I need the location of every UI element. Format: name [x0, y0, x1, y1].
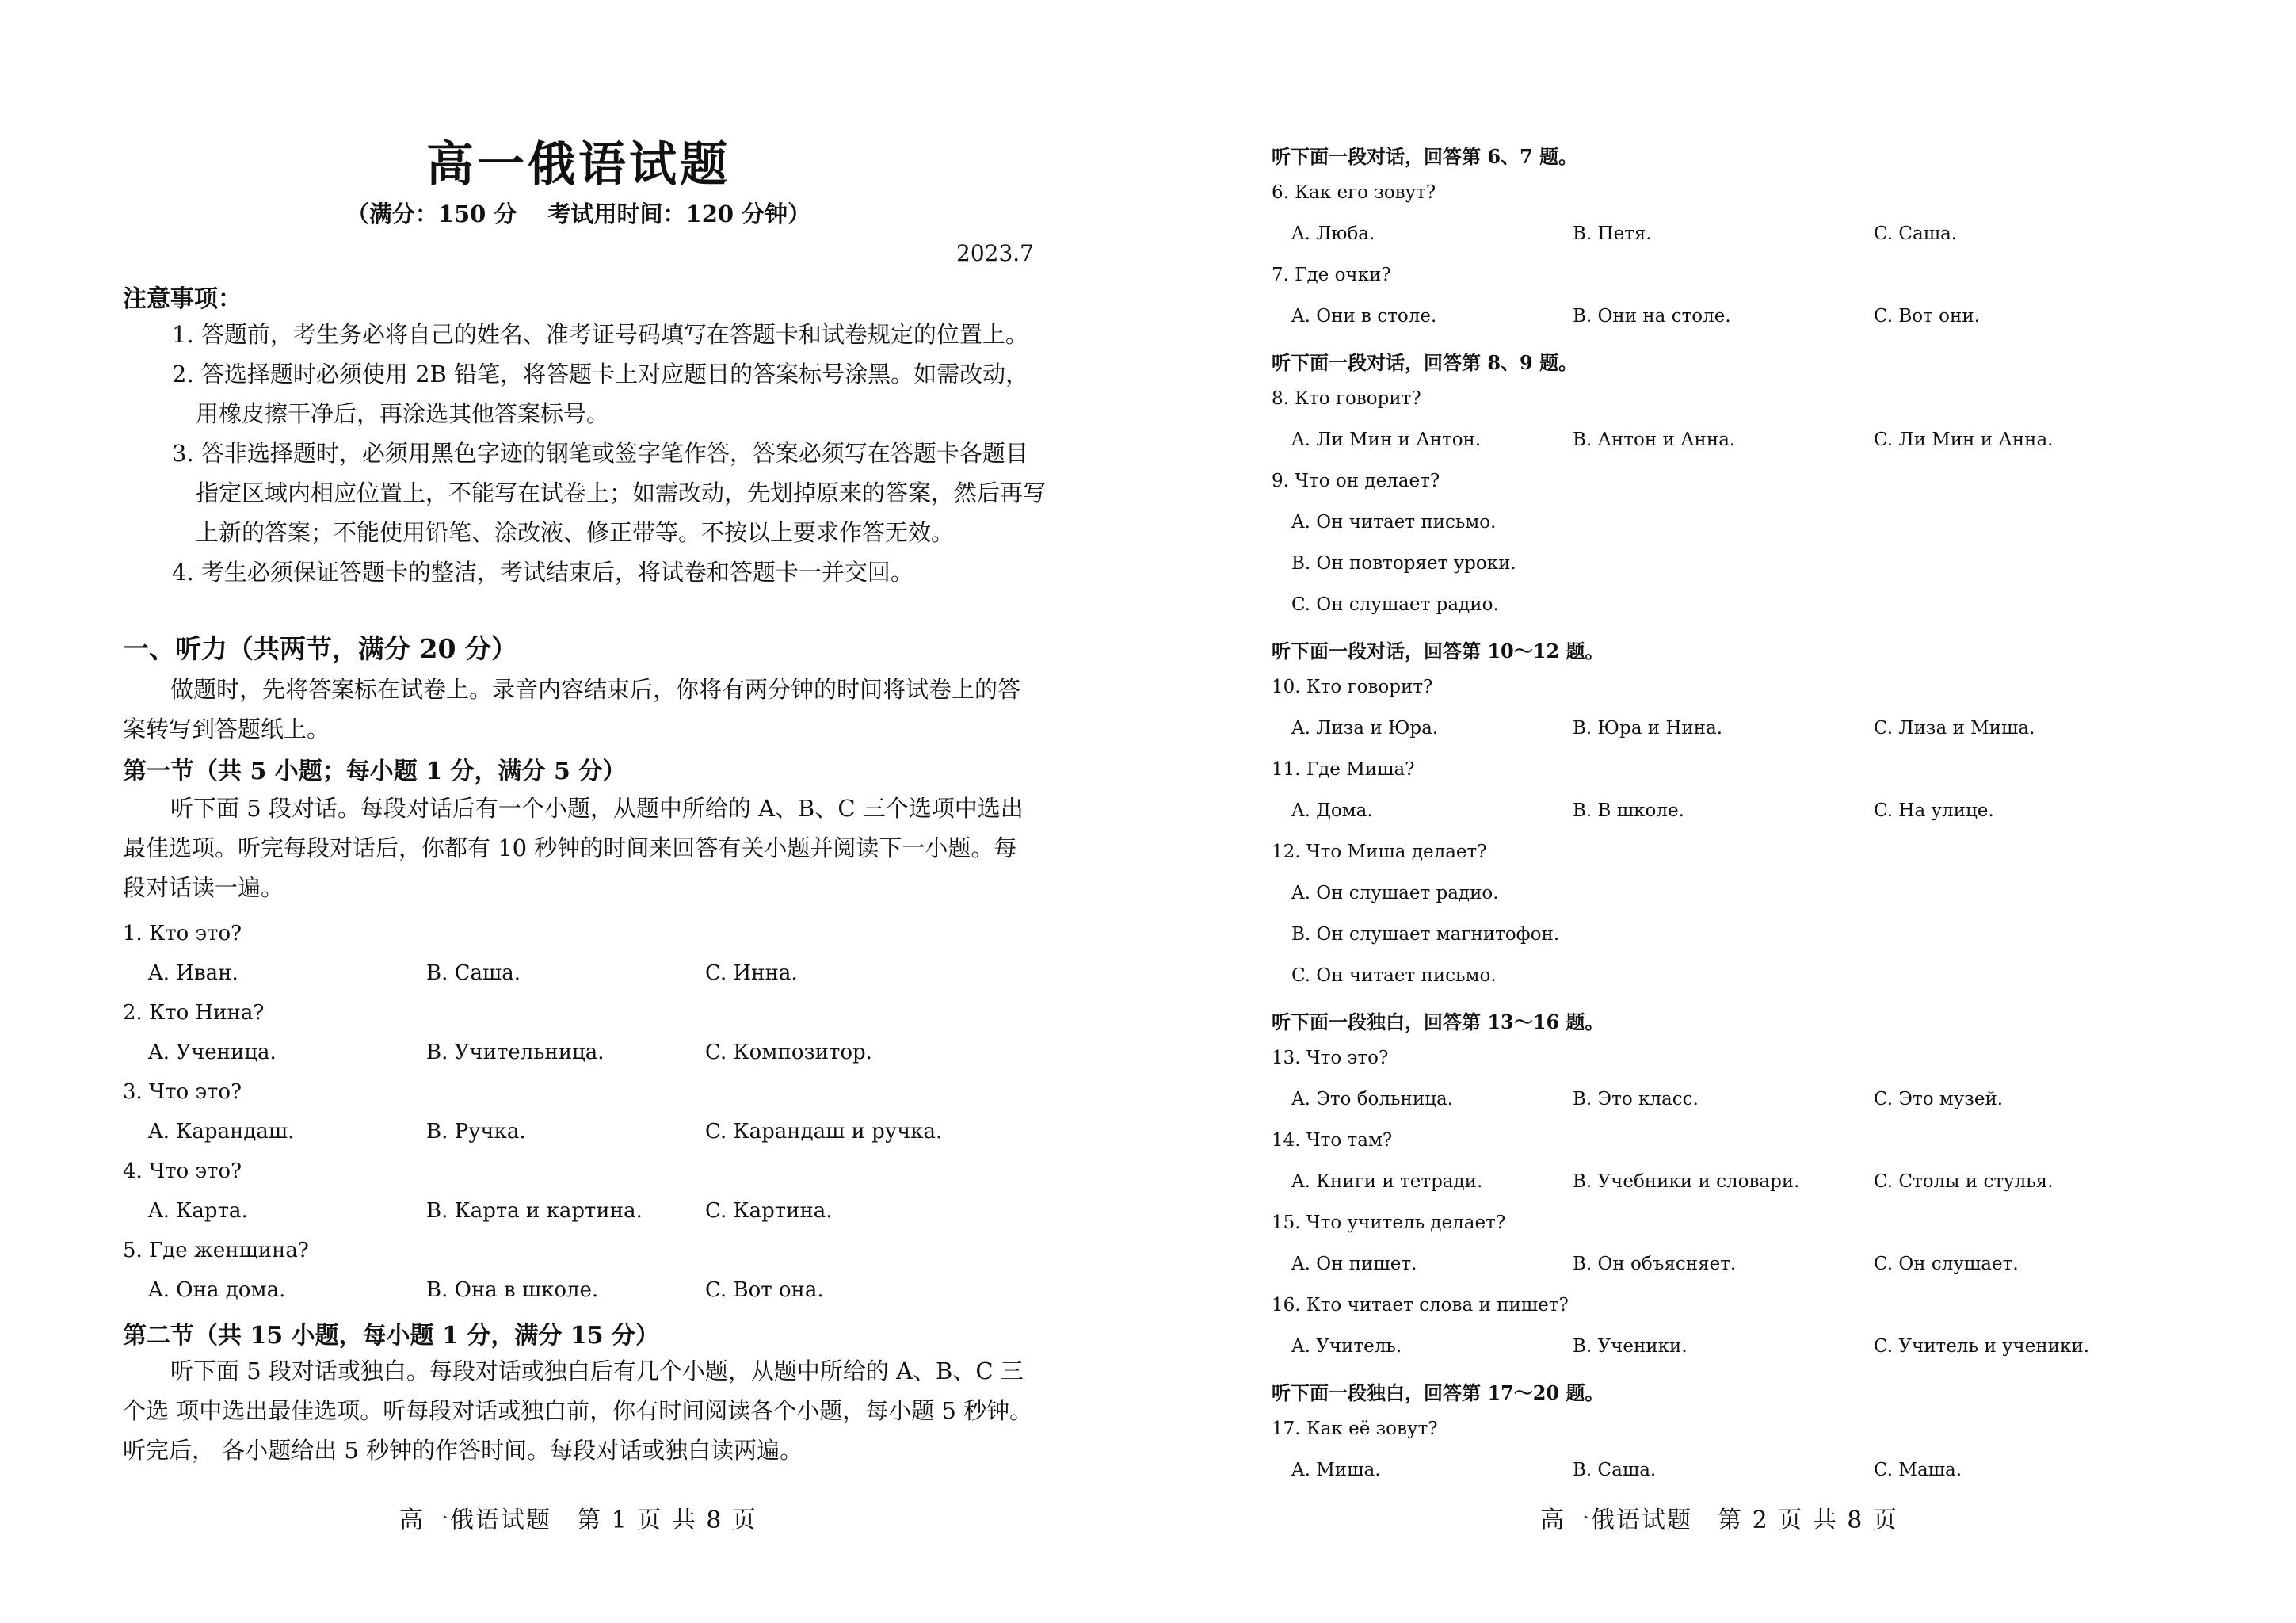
part1-instruction: 最佳选项。听完每段对话后，你都有 10 秒钟的时间来回答有关小题并阅读下一小题。每 — [123, 834, 1017, 861]
page-2 — [1272, 0, 2167, 1623]
page-footer: 高一俄语试题 第 2 页 共 8 页 — [1540, 1507, 1898, 1534]
option-a: A. Она дома. — [148, 1278, 286, 1302]
option-c: C. Столы и стулья. — [1874, 1171, 2054, 1192]
option-a: A. Дома. — [1291, 800, 1373, 821]
page-footer: 高一俄语试题 第 1 页 共 8 页 — [399, 1507, 757, 1534]
part1-instruction: 段对话读一遍。 — [123, 874, 284, 901]
option-c: C. Вот они. — [1874, 306, 1981, 327]
option-c: C. Саша. — [1874, 223, 1958, 244]
option-b: B. Он повторяет уроки. — [1291, 553, 1516, 574]
notice-item: 4. 考生必须保证答题卡的整洁，考试结束后，将试卷和答题卡一并交回。 — [172, 559, 913, 586]
question-stem: 10. Кто говорит? — [1272, 677, 1433, 697]
listening-group-heading: 听下面一段对话，回答第 8、9 题。 — [1272, 351, 1578, 374]
notice-heading: 注意事项： — [123, 285, 242, 313]
option-c: C. Лиза и Миша. — [1874, 718, 2035, 739]
part2-title: 第二节（共 15 小题，每小题 1 分，满分 15 分） — [123, 1322, 660, 1350]
option-b: B. В школе. — [1573, 800, 1684, 821]
option-b: B. Он слушает магнитофон. — [1291, 924, 1560, 945]
option-b: B. Саша. — [426, 961, 521, 985]
option-c: C. Картина. — [705, 1199, 833, 1223]
option-a: A. Он слушает радио. — [1291, 883, 1499, 903]
listening-group-heading: 听下面一段对话，回答第 6、7 题。 — [1272, 145, 1578, 168]
question-stem: 13. Что это? — [1272, 1048, 1389, 1068]
notice-item: 上新的答案；不能使用铅笔、涂改液、修正带等。不按以上要求作答无效。 — [196, 519, 955, 546]
option-a: A. Книги и тетради. — [1291, 1171, 1483, 1192]
part2-instruction: 个选 项中选出最佳选项。听每段对话或独白前，你有时间阅读各个小题，每小题 5 秒钟。 — [123, 1397, 1033, 1424]
question-stem: 4. Что это? — [123, 1159, 242, 1183]
option-a: A. Лиза и Юра. — [1291, 718, 1439, 739]
question-stem: 17. Как её зовут? — [1272, 1419, 1438, 1439]
question-stem: 8. Кто говорит? — [1272, 388, 1421, 409]
exam-date: 2023.7 — [956, 240, 1034, 266]
option-a: A. Учитель. — [1291, 1336, 1402, 1357]
question-stem: 3. Что это? — [123, 1080, 242, 1104]
question-stem: 15. Что учитель делает? — [1272, 1212, 1506, 1233]
notice-item: 指定区域内相应位置上，不能写在试卷上；如需改动，先划掉原来的答案，然后再写 — [196, 479, 1047, 506]
option-a: A. Ли Мин и Антон. — [1291, 430, 1482, 450]
option-c: C. Маша. — [1874, 1460, 1962, 1480]
option-b: B. Юра и Нина. — [1573, 718, 1723, 739]
option-a: A. Карандаш. — [148, 1120, 295, 1144]
section-intro: 案转写到答题纸上。 — [123, 716, 330, 743]
option-a: A. Ученица. — [148, 1041, 277, 1064]
option-c: C. Композитор. — [705, 1041, 872, 1064]
option-c: C. Он читает письмо. — [1291, 965, 1497, 986]
section-title: 一、听力（共两节，满分 20 分） — [123, 633, 517, 664]
notice-item: 3. 答非选择题时，必须用黑色字迹的钢笔或签字笔作答，答案必须写在答题卡各题目 — [172, 440, 1028, 467]
option-c: C. Он слушает радио. — [1291, 594, 1499, 615]
option-b: B. Саша. — [1573, 1460, 1657, 1480]
option-a: A. Люба. — [1291, 223, 1375, 244]
listening-group-heading: 听下面一段对话，回答第 10～12 题。 — [1272, 640, 1604, 663]
option-b: B. Она в школе. — [426, 1278, 599, 1302]
option-b: B. Это класс. — [1573, 1089, 1699, 1109]
part2-instruction: 听完后， 各小题给出 5 秒钟的作答时间。每段对话或独白读两遍。 — [123, 1437, 803, 1464]
part2-instruction: 听下面 5 段对话或独白。每段对话或独白后有几个小题，从题中所给的 A、B、C 三 — [170, 1358, 1024, 1384]
section-intro: 做题时，先将答案标在试卷上。录音内容结束后，你将有两分钟的时间将试卷上的答 — [170, 676, 1021, 703]
option-a: A. Миша. — [1291, 1460, 1381, 1480]
notice-item: 2. 答选择题时必须使用 2B 铅笔，将答题卡上对应题目的答案标号涂黑。如需改动， — [172, 361, 1029, 388]
option-a: A. Он читает письмо. — [1291, 512, 1497, 533]
question-stem: 9. Что он делает? — [1272, 471, 1440, 491]
page-1 — [123, 0, 1047, 1623]
question-stem: 2. Кто Нина? — [123, 1001, 265, 1025]
option-a: A. Он пишет. — [1291, 1254, 1417, 1274]
option-c: C. Это музей. — [1874, 1089, 2004, 1109]
option-b: B. Ручка. — [426, 1120, 526, 1144]
option-a: A. Они в столе. — [1291, 306, 1437, 327]
option-c: C. Вот она. — [705, 1278, 824, 1302]
exam-title: 高一俄语试题 — [426, 137, 730, 193]
question-stem: 6. Как его зовут? — [1272, 182, 1436, 203]
option-b: B. Они на столе. — [1573, 306, 1731, 327]
option-c: C. Инна. — [705, 961, 798, 985]
option-c: C. Учитель и ученики. — [1874, 1336, 2090, 1357]
part1-title: 第一节（共 5 小题；每小题 1 分，满分 5 分） — [123, 758, 627, 785]
option-b: B. Петя. — [1573, 223, 1652, 244]
option-b: B. Карта и картина. — [426, 1199, 643, 1223]
question-stem: 14. Что там? — [1272, 1130, 1393, 1151]
part1-instruction: 听下面 5 段对话。每段对话后有一个小题，从题中所给的 A、B、C 三个选项中选出 — [170, 795, 1024, 822]
listening-group-heading: 听下面一段独白，回答第 13～16 题。 — [1272, 1010, 1604, 1033]
option-b: B. Антон и Анна. — [1573, 430, 1736, 450]
notice-item: 1. 答题前，考生务必将自己的姓名、准考证号码填写在答题卡和试卷规定的位置上。 — [172, 321, 1028, 348]
option-c: C. Ли Мин и Анна. — [1874, 430, 2054, 450]
option-a: A. Иван. — [148, 961, 238, 985]
question-stem: 1. Кто это? — [123, 922, 242, 945]
option-a: A. Карта. — [148, 1199, 248, 1223]
question-stem: 12. Что Миша делает? — [1272, 842, 1487, 862]
option-b: B. Учительница. — [426, 1041, 605, 1064]
exam-subtitle: （满分：150 分 考试用时间：120 分钟） — [345, 200, 811, 227]
option-c: C. На улице. — [1874, 800, 1994, 821]
notice-item: 用橡皮擦干净后，再涂选其他答案标号。 — [196, 400, 610, 427]
question-stem: 5. Где женщина? — [123, 1239, 309, 1262]
question-stem: 7. Где очки? — [1272, 265, 1391, 285]
option-b: B. Учебники и словари. — [1573, 1171, 1800, 1192]
option-a: A. Это больница. — [1291, 1089, 1454, 1109]
option-c: C. Карандаш и ручка. — [705, 1120, 943, 1144]
question-stem: 11. Где Миша? — [1272, 759, 1415, 780]
option-b: B. Он объясняет. — [1573, 1254, 1737, 1274]
listening-group-heading: 听下面一段独白，回答第 17～20 题。 — [1272, 1381, 1604, 1404]
question-stem: 16. Кто читает слова и пишет? — [1272, 1295, 1569, 1316]
option-c: C. Он слушает. — [1874, 1254, 2019, 1274]
option-b: B. Ученики. — [1573, 1336, 1688, 1357]
